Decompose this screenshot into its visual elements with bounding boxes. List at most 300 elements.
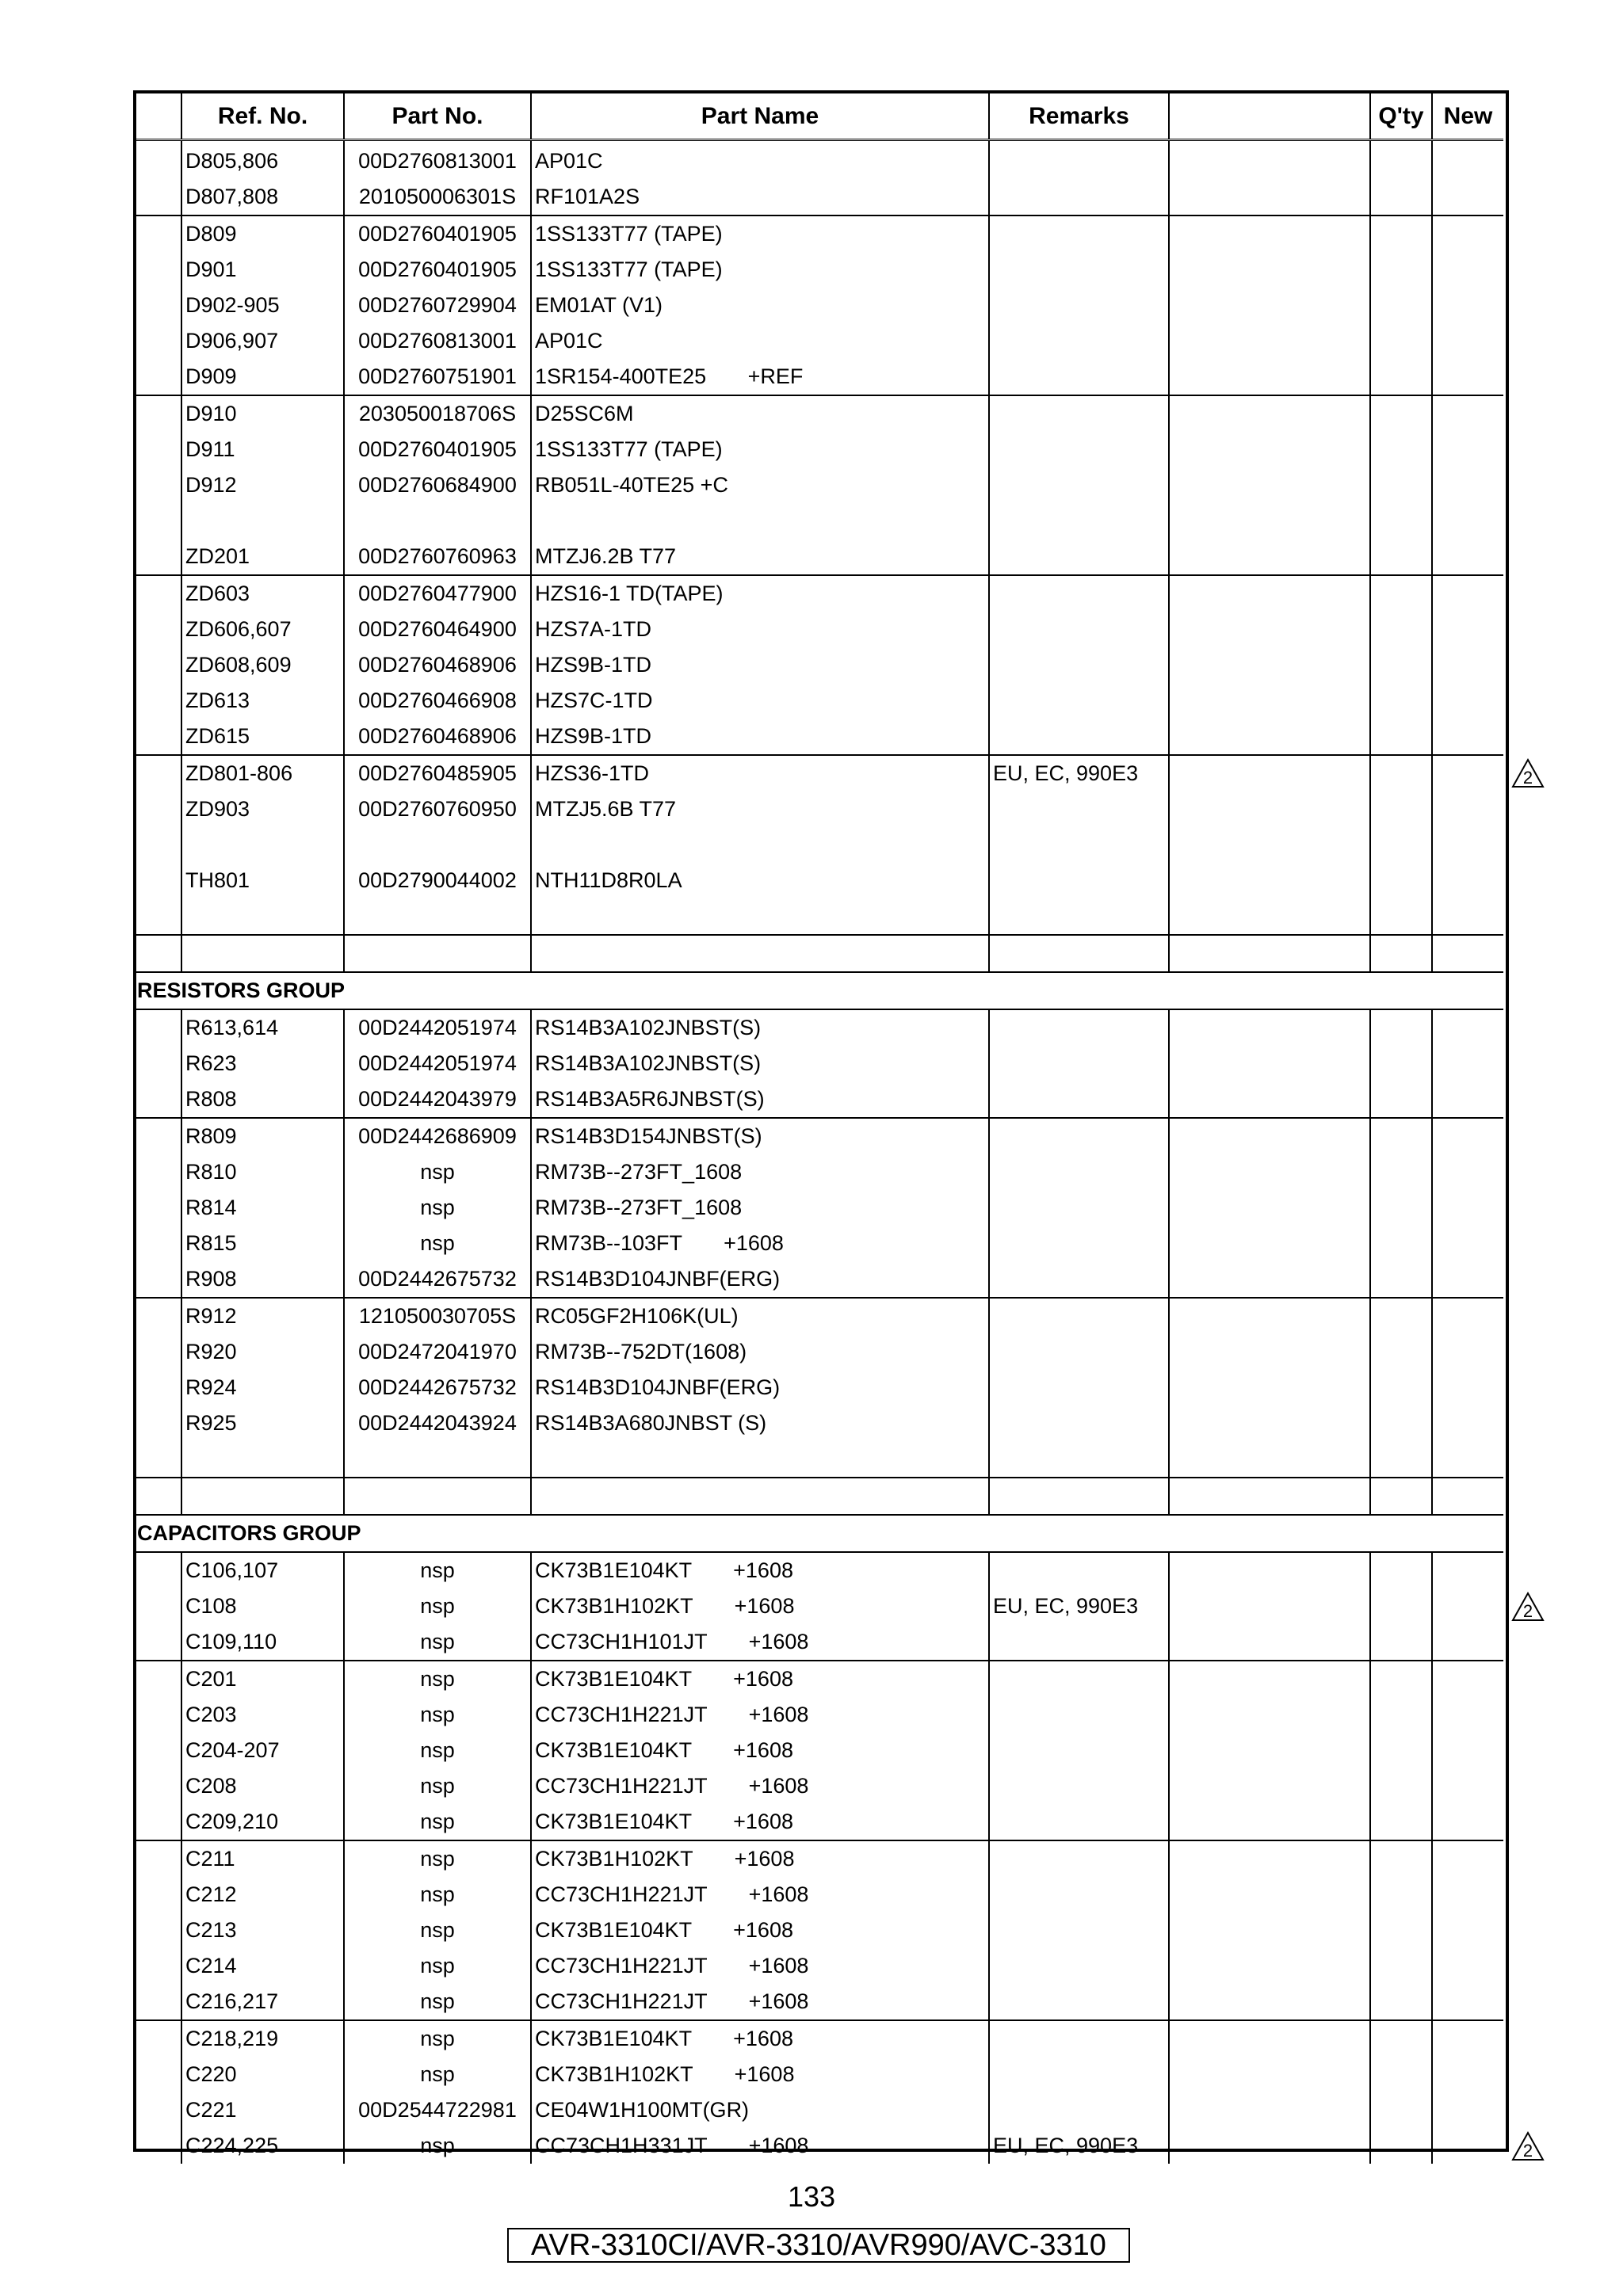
cell-new (1432, 1441, 1503, 1478)
cell-part-no: 203050018706S (344, 395, 531, 432)
cell-ref-no (181, 503, 344, 539)
cell-blank (136, 1840, 181, 1877)
cell-qty (1370, 2057, 1432, 2092)
cell-qty (1370, 647, 1432, 683)
cell-blank (136, 288, 181, 323)
page-number: 133 (787, 2180, 836, 2213)
cell-part-name: RS14B3A102JNBST(S) (531, 1046, 989, 1081)
table-row (136, 1697, 1503, 1733)
header-part-no: Part No. (344, 93, 531, 140)
table-row (136, 1552, 1503, 1589)
cell-extra (1169, 1334, 1370, 1370)
cell-ref-no: D807,808 (181, 179, 344, 215)
cell-part-no: 00D2442051974 (344, 1046, 531, 1081)
cell-blank (136, 2092, 181, 2128)
cell-remarks (989, 1226, 1169, 1261)
cell-extra (1169, 179, 1370, 215)
cell-new (1432, 1190, 1503, 1226)
cell-part-name: 1SS133T77 (TAPE) (531, 252, 989, 288)
cell-qty (1370, 1298, 1432, 1334)
cell-ref-no: D909 (181, 359, 344, 395)
cell-ref-no: D902-905 (181, 288, 344, 323)
cell-ref-no: D906,907 (181, 323, 344, 359)
cell-qty (1370, 791, 1432, 827)
cell-blank (136, 1081, 181, 1118)
cell-part-name: CK73B1H102KT +1608 (531, 2057, 989, 2092)
cell-remarks (989, 1009, 1169, 1046)
cell-part-name (531, 1441, 989, 1478)
cell-blank (136, 323, 181, 359)
cell-remarks (989, 898, 1169, 935)
cell-extra (1169, 215, 1370, 252)
cell-part-name: CK73B1E104KT +1608 (531, 2020, 989, 2057)
cell-blank (136, 647, 181, 683)
cell-remarks (989, 252, 1169, 288)
cell-remarks (989, 1298, 1169, 1334)
cell-part-name: HZS9B-1TD (531, 647, 989, 683)
cell-part-no (344, 898, 531, 935)
cell-part-no: 00D2760729904 (344, 288, 531, 323)
cell-part-name: CK73B1E104KT +1608 (531, 1913, 989, 1948)
cell-ref-no: ZD801-806 (181, 755, 344, 791)
cell-remarks (989, 1261, 1169, 1298)
cell-new (1432, 1877, 1503, 1913)
table-row (136, 1009, 1503, 1046)
cell-part-no: nsp (344, 1624, 531, 1661)
table-row (136, 1624, 1503, 1661)
cell-part-name: RS14B3A102JNBST(S) (531, 1009, 989, 1046)
cell-blank (136, 1370, 181, 1405)
cell-new (1432, 1661, 1503, 1697)
cell-blank (136, 1190, 181, 1226)
cell-extra (1169, 1804, 1370, 1840)
cell-blank (136, 1624, 181, 1661)
cell-blank (136, 827, 181, 863)
cell-ref-no: ZD608,609 (181, 647, 344, 683)
table-row (136, 503, 1503, 539)
cell-qty (1370, 1768, 1432, 1804)
cell-remarks (989, 575, 1169, 612)
cell-part-name: CK73B1H102KT +1608 (531, 1589, 989, 1624)
cell-extra (1169, 2057, 1370, 2092)
cell-part-name: RB051L-40TE25 +C (531, 467, 989, 503)
group-heading: CAPACITORS GROUP (136, 1515, 1503, 1552)
cell-new (1432, 1552, 1503, 1589)
cell-new (1432, 2092, 1503, 2128)
cell-remarks (989, 1877, 1169, 1913)
cell-part-name: CK73B1E104KT +1608 (531, 1661, 989, 1697)
header-blank (136, 93, 181, 140)
cell-remarks (989, 467, 1169, 503)
cell-part-no: 00D2442051974 (344, 1009, 531, 1046)
table-row (136, 647, 1503, 683)
cell-part-name (531, 827, 989, 863)
cell-ref-no: C109,110 (181, 1624, 344, 1661)
cell-part-no: nsp (344, 1226, 531, 1261)
cell-ref-no: C224,225 (181, 2128, 344, 2164)
table-row (136, 575, 1503, 612)
cell-part-name: HZS9B-1TD (531, 719, 989, 755)
cell-blank (136, 2057, 181, 2092)
cell-qty (1370, 539, 1432, 575)
cell-remarks (989, 395, 1169, 432)
cell-remarks (989, 1046, 1169, 1081)
table-row (136, 359, 1503, 395)
cell-remarks (989, 683, 1169, 719)
cell-part-name: RM73B--273FT_1608 (531, 1154, 989, 1190)
cell-ref-no: ZD615 (181, 719, 344, 755)
cell-ref-no: C211 (181, 1840, 344, 1877)
table-row (136, 2057, 1503, 2092)
cell-blank (136, 1804, 181, 1840)
cell-new (1432, 719, 1503, 755)
cell-part-no: 121050030705S (344, 1298, 531, 1334)
cell-remarks (989, 2092, 1169, 2128)
cell-part-no: nsp (344, 1190, 531, 1226)
cell-part-name: HZS7C-1TD (531, 683, 989, 719)
cell-remarks (989, 2020, 1169, 2057)
cell-extra (1169, 755, 1370, 791)
cell-new (1432, 179, 1503, 215)
cell-part-no: 00D2760464900 (344, 612, 531, 647)
cell-qty (1370, 288, 1432, 323)
cell-blank (136, 179, 181, 215)
cell-part-name: RC05GF2H106K(UL) (531, 1298, 989, 1334)
cell-blank (136, 1877, 181, 1913)
cell-extra (1169, 1768, 1370, 1804)
table-row (136, 1984, 1503, 2020)
cell-blank (136, 755, 181, 791)
revision-triangle-icon (1510, 1591, 1545, 1623)
cell-part-name: AP01C (531, 323, 989, 359)
table-row (136, 288, 1503, 323)
cell-part-name: CC73CH1H221JT +1608 (531, 1697, 989, 1733)
cell-ref-no: ZD606,607 (181, 612, 344, 647)
cell-part-name: CK73B1H102KT +1608 (531, 1840, 989, 1877)
cell-extra (1169, 1441, 1370, 1478)
table-row (136, 1081, 1503, 1118)
cell-ref-no: R809 (181, 1118, 344, 1154)
cell-part-name (531, 898, 989, 935)
cell-qty (1370, 1624, 1432, 1661)
cell-part-no: 00D2760751901 (344, 359, 531, 395)
cell-part-no: nsp (344, 1768, 531, 1804)
cell-qty (1370, 1948, 1432, 1984)
table-row (136, 1948, 1503, 1984)
cell-ref-no: C220 (181, 2057, 344, 2092)
table-row (136, 252, 1503, 288)
cell-extra (1169, 1009, 1370, 1046)
cell-remarks (989, 1948, 1169, 1984)
cell-blank (136, 1948, 181, 1984)
header-new: New (1432, 93, 1503, 140)
cell-qty (1370, 1661, 1432, 1697)
cell-new (1432, 1118, 1503, 1154)
table-row (136, 2128, 1503, 2164)
cell-extra (1169, 647, 1370, 683)
cell-qty (1370, 1190, 1432, 1226)
cell-blank (136, 719, 181, 755)
cell-ref-no: C218,219 (181, 2020, 344, 2057)
cell-ref-no (181, 1441, 344, 1478)
cell-qty (1370, 863, 1432, 898)
cell-ref-no: R912 (181, 1298, 344, 1334)
cell-remarks (989, 1661, 1169, 1697)
cell-blank (136, 395, 181, 432)
cell-qty (1370, 719, 1432, 755)
cell-remarks (989, 612, 1169, 647)
cell-remarks (989, 1118, 1169, 1154)
header-remarks: Remarks (989, 93, 1169, 140)
table-row (136, 1190, 1503, 1226)
cell-new (1432, 1913, 1503, 1948)
table-row (136, 1804, 1503, 1840)
parts-rows (136, 143, 1503, 2164)
parts-table (136, 93, 1503, 2164)
cell-remarks (989, 791, 1169, 827)
cell-ref-no: C106,107 (181, 1552, 344, 1589)
cell-part-no: 00D2760813001 (344, 143, 531, 179)
cell-extra (1169, 575, 1370, 612)
table-row (136, 1441, 1503, 1478)
cell-part-no: nsp (344, 1984, 531, 2020)
header-extra (1169, 93, 1370, 140)
cell-part-name: CC73CH1H331JT +1608 (531, 2128, 989, 2164)
table-row (136, 2092, 1503, 2128)
cell-new (1432, 323, 1503, 359)
group-heading-row (136, 1515, 1503, 1552)
cell-qty (1370, 683, 1432, 719)
cell-remarks (989, 323, 1169, 359)
cell-new (1432, 215, 1503, 252)
table-row (136, 755, 1503, 791)
cell-extra (1169, 1046, 1370, 1081)
cell-qty (1370, 467, 1432, 503)
table-row (136, 143, 1503, 179)
cell-ref-no: D911 (181, 432, 344, 467)
cell-new (1432, 1154, 1503, 1190)
cell-part-no: 00D2760466908 (344, 683, 531, 719)
cell-part-no (344, 1441, 531, 1478)
cell-extra (1169, 1697, 1370, 1733)
cell-part-name: CC73CH1H221JT +1608 (531, 1948, 989, 1984)
cell-ref-no: D809 (181, 215, 344, 252)
cell-part-no: nsp (344, 1661, 531, 1697)
table-row (136, 1334, 1503, 1370)
cell-part-no: 00D2760760950 (344, 791, 531, 827)
cell-qty (1370, 1589, 1432, 1624)
cell-blank (136, 432, 181, 467)
cell-new (1432, 1624, 1503, 1661)
revision-triangle-icon (1510, 757, 1545, 789)
cell-new (1432, 1984, 1503, 2020)
cell-qty (1370, 1840, 1432, 1877)
cell-ref-no: C208 (181, 1768, 344, 1804)
cell-qty (1370, 179, 1432, 215)
cell-blank (136, 1118, 181, 1154)
cell-remarks (989, 1768, 1169, 1804)
table-row (136, 1877, 1503, 1913)
cell-remarks: EU, EC, 990E3 (989, 755, 1169, 791)
cell-remarks (989, 1804, 1169, 1840)
blank-row (136, 1478, 1503, 1515)
cell-new (1432, 1334, 1503, 1370)
cell-new (1432, 1804, 1503, 1840)
cell-new (1432, 863, 1503, 898)
revision-number: 2 (1522, 1600, 1533, 1621)
table-row (136, 863, 1503, 898)
cell-part-no: nsp (344, 1154, 531, 1190)
table-row (136, 467, 1503, 503)
cell-new (1432, 1298, 1503, 1334)
table-row (136, 2020, 1503, 2057)
cell-ref-no: R908 (181, 1261, 344, 1298)
cell-new (1432, 2020, 1503, 2057)
cell-qty (1370, 1804, 1432, 1840)
cell-new (1432, 252, 1503, 288)
cell-part-name: MTZJ5.6B T77 (531, 791, 989, 827)
cell-ref-no (181, 898, 344, 935)
table-row (136, 215, 1503, 252)
cell-blank (136, 1441, 181, 1478)
cell-blank (136, 1334, 181, 1370)
table-row (136, 791, 1503, 827)
cell-part-name: D25SC6M (531, 395, 989, 432)
cell-extra (1169, 1733, 1370, 1768)
cell-ref-no: C221 (181, 2092, 344, 2128)
cell-remarks (989, 1624, 1169, 1661)
cell-part-name: CC73CH1H221JT +1608 (531, 1984, 989, 2020)
cell-blank (136, 1661, 181, 1697)
cell-qty (1370, 1154, 1432, 1190)
cell-blank (136, 1984, 181, 2020)
cell-qty (1370, 1261, 1432, 1298)
cell-part-name: 1SS133T77 (TAPE) (531, 215, 989, 252)
cell-blank (136, 467, 181, 503)
cell-part-name: AP01C (531, 143, 989, 179)
cell-remarks: EU, EC, 990E3 (989, 1589, 1169, 1624)
cell-remarks (989, 539, 1169, 575)
cell-remarks (989, 1334, 1169, 1370)
cell-extra (1169, 1589, 1370, 1624)
cell-extra (1169, 1405, 1370, 1441)
cell-blank (136, 359, 181, 395)
cell-extra (1169, 1370, 1370, 1405)
cell-ref-no: ZD903 (181, 791, 344, 827)
cell-ref-no: R815 (181, 1226, 344, 1261)
cell-part-name: EM01AT (V1) (531, 288, 989, 323)
cell-extra (1169, 1154, 1370, 1190)
cell-new (1432, 612, 1503, 647)
cell-part-name: CK73B1E104KT +1608 (531, 1804, 989, 1840)
cell-extra (1169, 1298, 1370, 1334)
cell-blank (136, 683, 181, 719)
cell-remarks (989, 1552, 1169, 1589)
cell-part-name: RF101A2S (531, 179, 989, 215)
cell-extra (1169, 323, 1370, 359)
cell-qty (1370, 359, 1432, 395)
cell-extra (1169, 539, 1370, 575)
cell-ref-no: R808 (181, 1081, 344, 1118)
cell-qty (1370, 143, 1432, 179)
cell-part-name: 1SS133T77 (TAPE) (531, 432, 989, 467)
cell-remarks: EU, EC, 990E3 (989, 2128, 1169, 2164)
cell-extra (1169, 1261, 1370, 1298)
cell-new (1432, 1226, 1503, 1261)
cell-part-name: 1SR154-400TE25 +REF (531, 359, 989, 395)
cell-part-name: CK73B1E104KT +1608 (531, 1733, 989, 1768)
cell-extra (1169, 1877, 1370, 1913)
table-row (136, 827, 1503, 863)
cell-ref-no: C204-207 (181, 1733, 344, 1768)
cell-extra (1169, 1913, 1370, 1948)
cell-remarks (989, 1405, 1169, 1441)
cell-new (1432, 647, 1503, 683)
cell-ref-no: C213 (181, 1913, 344, 1948)
table-row (136, 683, 1503, 719)
cell-remarks (989, 1840, 1169, 1877)
cell-part-no: 00D2442043924 (344, 1405, 531, 1441)
cell-part-no: 00D2790044002 (344, 863, 531, 898)
cell-extra (1169, 1984, 1370, 2020)
cell-extra (1169, 467, 1370, 503)
cell-extra (1169, 1226, 1370, 1261)
cell-extra (1169, 1624, 1370, 1661)
cell-blank (136, 2128, 181, 2164)
cell-new (1432, 143, 1503, 179)
cell-remarks (989, 719, 1169, 755)
cell-part-no: 00D2442043979 (344, 1081, 531, 1118)
cell-extra (1169, 2020, 1370, 2057)
table-row (136, 323, 1503, 359)
model-name-box: AVR-3310CI/AVR-3310/AVR990/AVC-3310 (507, 2228, 1130, 2263)
cell-new (1432, 503, 1503, 539)
header-part-name: Part Name (531, 93, 989, 140)
cell-qty (1370, 827, 1432, 863)
cell-qty (1370, 612, 1432, 647)
table-row (136, 612, 1503, 647)
cell-ref-no: R925 (181, 1405, 344, 1441)
table-row (136, 539, 1503, 575)
table-row (136, 179, 1503, 215)
cell-part-no: nsp (344, 2057, 531, 2092)
cell-ref-no: D901 (181, 252, 344, 288)
cell-part-no (344, 503, 531, 539)
cell-blank (136, 215, 181, 252)
cell-part-name: MTZJ6.2B T77 (531, 539, 989, 575)
cell-remarks (989, 1081, 1169, 1118)
cell-blank (136, 2020, 181, 2057)
cell-new (1432, 1768, 1503, 1804)
cell-new (1432, 1081, 1503, 1118)
cell-qty (1370, 1877, 1432, 1913)
cell-ref-no: D912 (181, 467, 344, 503)
cell-blank (136, 1046, 181, 1081)
cell-part-no: nsp (344, 1840, 531, 1877)
cell-new (1432, 395, 1503, 432)
cell-extra (1169, 432, 1370, 467)
header-ref-no: Ref. No. (181, 93, 344, 140)
cell-extra (1169, 612, 1370, 647)
cell-ref-no: R920 (181, 1334, 344, 1370)
group-heading: RESISTORS GROUP (136, 972, 1503, 1009)
cell-remarks (989, 827, 1169, 863)
cell-ref-no: R814 (181, 1190, 344, 1226)
cell-new (1432, 1948, 1503, 1984)
table-row (136, 1589, 1503, 1624)
cell-remarks (989, 863, 1169, 898)
cell-part-no: 00D2442686909 (344, 1118, 531, 1154)
